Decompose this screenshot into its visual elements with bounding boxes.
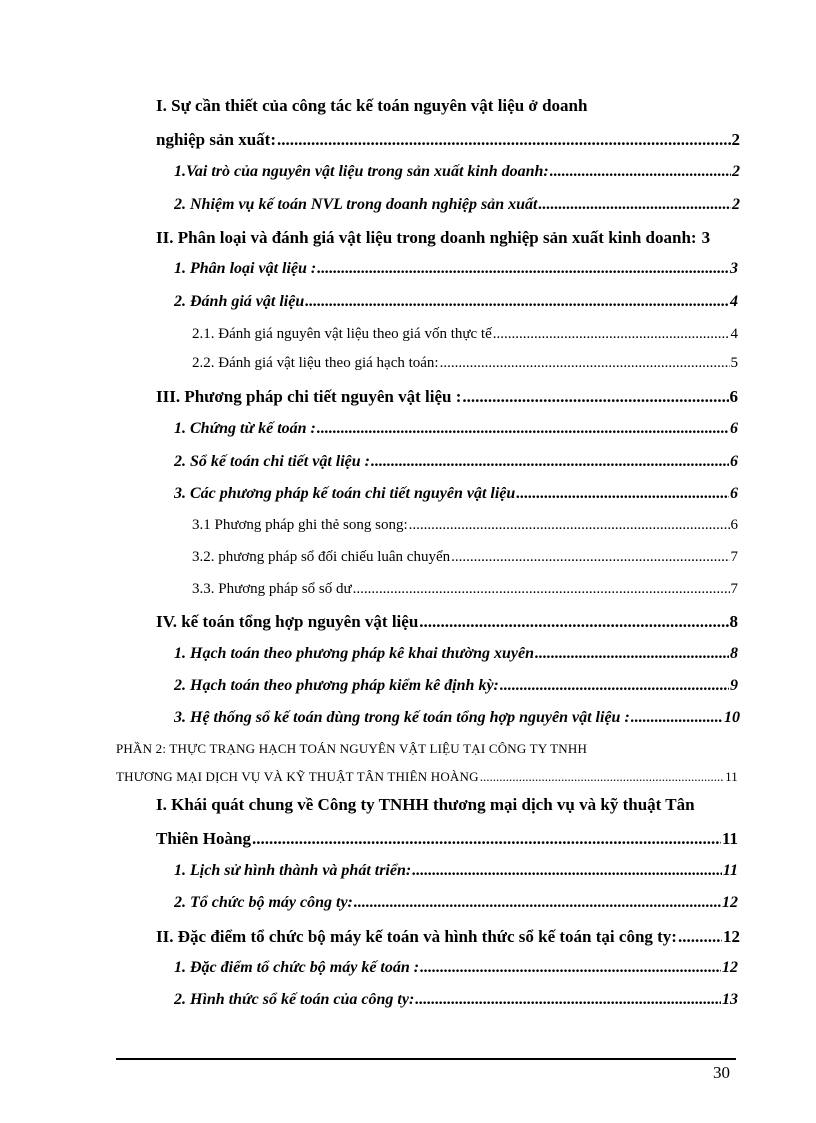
toc-entry-text: 1. Hạch toán theo phương pháp kê khai thường xuyên [174, 645, 534, 662]
leader-dots [631, 709, 723, 727]
toc-entry[interactable] [174, 420, 738, 438]
toc-page-number: 7 [730, 549, 738, 565]
leader-dots [440, 355, 730, 372]
toc-entry[interactable] [156, 228, 740, 248]
toc-entry-text: 2. Hạch toán theo phương pháp kiểm kê định kỳ: [174, 677, 499, 694]
toc-entry[interactable] [192, 326, 738, 343]
toc-page-number: 6 [730, 420, 738, 437]
leader-dots [412, 862, 722, 880]
leader-dots [451, 549, 729, 566]
toc-entry[interactable] [192, 549, 738, 566]
toc-entry-text: 1. Đặc điểm tổ chức bộ máy kế toán : [174, 959, 420, 976]
toc-page-number: 11 [725, 769, 738, 784]
toc-entry-text: 2. Đánh giá vật liệu [174, 293, 305, 310]
toc-entry-text: 3.1 Phương pháp ghi thẻ song song: [192, 517, 408, 533]
toc-entry[interactable] [174, 485, 738, 503]
toc-entry-text: THƯƠNG MẠI DỊCH VỤ VÀ KỸ THUẬT TÂN THIÊN HOÀNG [116, 769, 479, 784]
toc-heading-p2-I-line1: I. Khái quát chung về Công ty TNHH thương mại dịch vụ và kỹ thuật Tân [156, 795, 695, 814]
toc-entry-text: 3.2. phương pháp sổ đối chiếu luân chuyển [192, 549, 451, 565]
toc-entry[interactable] [156, 612, 738, 632]
toc-page-number: 8 [729, 612, 738, 631]
toc-entry[interactable] [174, 293, 738, 311]
toc-page-number: 2 [732, 196, 740, 213]
toc-page-number: 10 [724, 709, 740, 726]
leader-dots [317, 420, 729, 438]
toc-entry-text: II. Đặc điểm tổ chức bộ máy kế toán và hình thức sổ kế toán tại công ty: [156, 927, 677, 946]
leader-dots [535, 645, 729, 663]
toc-page-number: 4 [730, 293, 738, 310]
toc-entry-text: 3.3. Phương pháp sổ số dư [192, 581, 352, 597]
toc-page-number: 11 [721, 829, 738, 848]
leader-dots [371, 453, 729, 471]
toc-page-number: 13 [722, 991, 738, 1008]
leader-dots [317, 260, 729, 278]
toc-page-number: 3 [701, 228, 711, 247]
toc-page-number: 6 [730, 453, 738, 470]
leader-dots [354, 894, 721, 912]
toc-entry[interactable] [192, 517, 738, 534]
leader-dots [420, 959, 721, 977]
leader-dots [678, 927, 722, 947]
leader-dots [500, 677, 729, 695]
toc-page-number: 5 [730, 355, 738, 371]
leader-dots [516, 485, 729, 503]
toc-entry-text: 1. Lịch sử hình thành và phát triển: [174, 862, 412, 879]
toc-page-number: 4 [730, 326, 738, 342]
footer-rule [116, 1058, 736, 1060]
leader-dots [409, 517, 730, 534]
toc-entry[interactable] [174, 453, 738, 471]
toc-page-number: 11 [722, 862, 738, 879]
toc-part2-line1: PHẦN 2: THỰC TRẠNG HẠCH TOÁN NGUYÊN VẬT LIỆU TẠI CÔNG TY TNHH [116, 741, 588, 756]
toc-entry[interactable] [156, 927, 740, 947]
toc-heading-I-line1: I. Sự cần thiết của công tác kế toán nguyên vật liệu ở doanh [156, 96, 588, 115]
leader-dots [415, 991, 721, 1009]
toc-entry-text: 3. Hệ thống sổ kế toán dùng trong kế toán tổng hợp nguyên vật liệu : [174, 709, 630, 726]
toc-entry-text: 1. Phân loại vật liệu : [174, 260, 317, 277]
toc-entry-text: 3. Các phương pháp kế toán chi tiết nguyên vật liệu [174, 485, 516, 502]
toc-page-number: 12 [722, 894, 738, 911]
toc-entry-text: nghiệp sản xuất: [156, 130, 276, 149]
toc-entry[interactable] [174, 677, 738, 695]
toc-entry-text: 1.Vai trò của nguyên vật liệu trong sản xuất kinh doanh: [174, 163, 549, 180]
toc-entry-part2[interactable] [116, 769, 738, 785]
toc-page-number: 7 [730, 581, 738, 597]
toc-page-number: 2 [732, 163, 740, 180]
toc-entry[interactable] [156, 387, 738, 407]
toc-entry[interactable] [174, 645, 738, 663]
toc-page-number: 2 [731, 130, 740, 149]
page-number: 30 [713, 1063, 730, 1082]
toc-page-number: 6 [730, 485, 738, 502]
toc-entry-text: 2. Nhiệm vụ kế toán NVL trong doanh nghiệp sản xuất [174, 196, 538, 213]
toc-entry[interactable] [192, 581, 738, 598]
toc-entry[interactable] [174, 163, 740, 181]
leader-dots [462, 387, 728, 407]
leader-dots [353, 581, 730, 598]
leader-dots [538, 196, 731, 214]
toc-entry[interactable] [192, 355, 738, 372]
leader-dots [480, 769, 724, 785]
toc-entry[interactable] [174, 959, 738, 977]
toc-entry-text: 2. Sổ kế toán chi tiết vật liệu : [174, 453, 370, 470]
toc-entry-I[interactable] [156, 130, 740, 150]
toc-page-number: 12 [722, 959, 738, 976]
toc-entry-text: III. Phương pháp chi tiết nguyên vật liệu : [156, 387, 462, 406]
toc-page-number: 3 [730, 260, 738, 277]
toc-entry-text: II. Phân loại và đánh giá vật liệu trong doanh nghiệp sản xuất kinh doanh: [156, 228, 697, 247]
toc-entry[interactable] [174, 260, 738, 278]
toc-entry[interactable] [174, 991, 738, 1009]
leader-dots [252, 829, 721, 849]
leader-dots [419, 612, 728, 632]
toc-entry-text: 2.1. Đánh giá nguyên vật liệu theo giá vốn thực tế [192, 326, 492, 342]
leader-dots [277, 130, 731, 150]
toc-entry[interactable] [174, 862, 738, 880]
toc-entry[interactable] [174, 894, 738, 912]
toc-entry-text: 2. Tổ chức bộ máy công ty: [174, 894, 353, 911]
toc-page-number: 6 [730, 517, 738, 533]
toc-page-number: 12 [723, 927, 740, 946]
leader-dots [305, 293, 729, 311]
toc-entry-text: 2.2. Đánh giá vật liệu theo giá hạch toán: [192, 355, 439, 371]
toc-entry-text: IV. kế toán tổng hợp nguyên vật liệu [156, 612, 419, 631]
leader-dots [550, 163, 731, 181]
toc-entry-p2-I[interactable] [156, 829, 738, 849]
toc-entry[interactable] [174, 196, 740, 214]
toc-entry-text: Thiên Hoàng [156, 829, 251, 848]
toc-entry-text: 2. Hình thức sổ kế toán của công ty: [174, 991, 415, 1008]
toc-page-number: 6 [729, 387, 738, 406]
toc-page-number: 9 [730, 677, 738, 694]
toc-page-number: 8 [730, 645, 738, 662]
toc-entry[interactable] [174, 709, 740, 727]
leader-dots [493, 326, 730, 343]
toc-entry-text: 1. Chứng từ kế toán : [174, 420, 316, 437]
